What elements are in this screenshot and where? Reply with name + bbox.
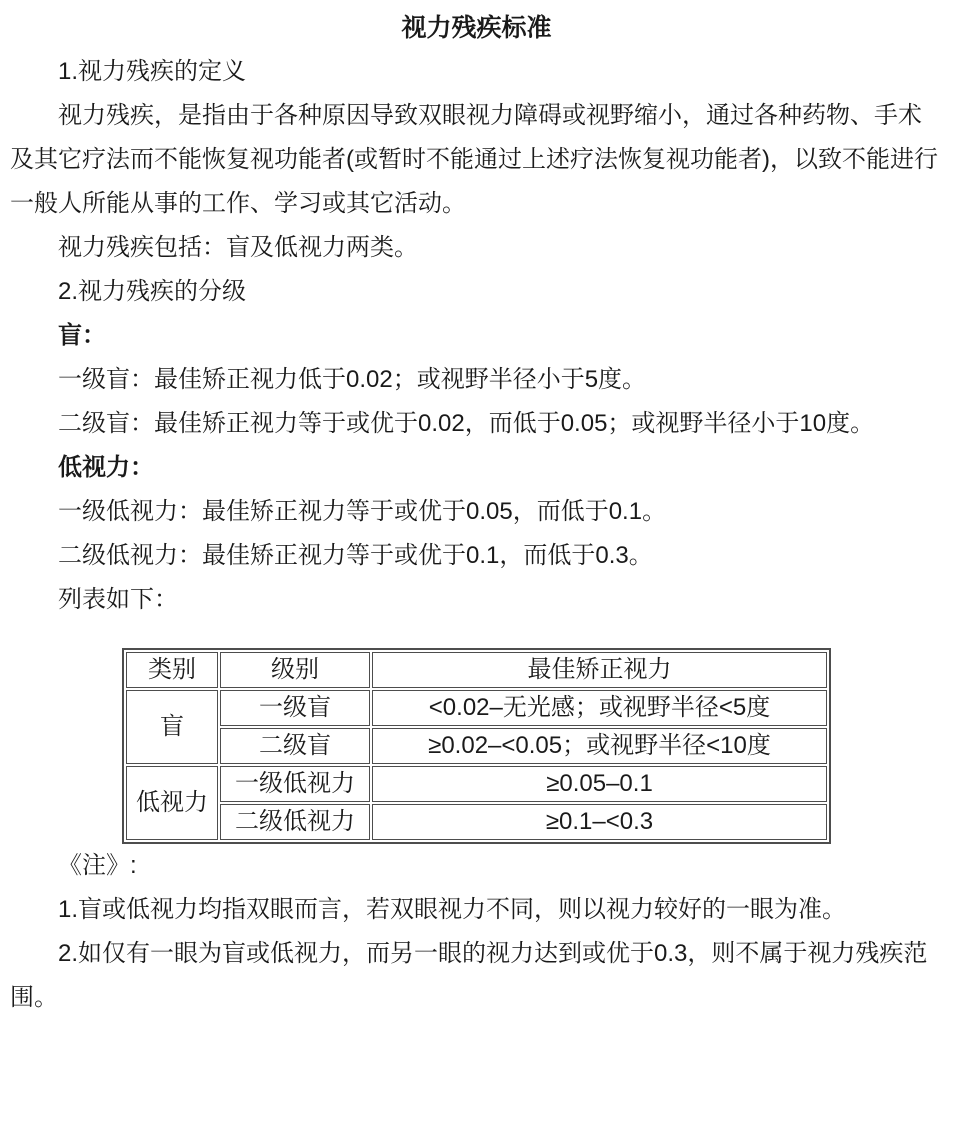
- blind-grade-1-line: 一级盲：最佳矫正视力低于0.02；或视野半径小于5度。: [58, 366, 647, 393]
- low-vision-label: 低视力：: [58, 454, 154, 481]
- cell-acuity: <0.02–无光感；或视野半径<5度: [372, 690, 827, 726]
- low-vision-grade-1-line: 一级低视力：最佳矫正视力等于或优于0.05，而低于0.1。: [58, 498, 667, 525]
- blind-grade-2-line: 二级盲：最佳矫正视力等于或优于0.02，而低于0.05；或视野半径小于10度。: [58, 410, 875, 437]
- cell-level: 二级低视力: [220, 804, 370, 840]
- page-title: 视力残疾标准: [401, 14, 552, 42]
- low-vision-grade-2-line: 二级低视力：最佳矫正视力等于或优于0.1，而低于0.3。: [58, 542, 653, 569]
- table-row: [126, 804, 827, 840]
- table-intro: 列表如下：: [58, 586, 178, 613]
- table-row: [126, 728, 827, 764]
- table-row: [126, 690, 827, 726]
- header-category: 类别: [126, 652, 218, 688]
- cell-acuity: ≥0.1–<0.3: [372, 804, 827, 840]
- categories-paragraph: 视力残疾包括：盲及低视力两类。: [58, 234, 418, 261]
- blind-label: 盲：: [58, 322, 106, 349]
- cell-acuity: ≥0.02–<0.05；或视野半径<10度: [372, 728, 827, 764]
- note-1: 1.盲或低视力均指双眼而言，若双眼视力不同，则以视力较好的一眼为准。: [58, 896, 847, 923]
- cell-acuity: ≥0.05–0.1: [372, 766, 827, 802]
- cell-category-blind: 盲: [126, 690, 218, 764]
- header-level: 级别: [220, 652, 370, 688]
- notes-heading: 《注》:: [58, 852, 137, 879]
- definition-paragraph: 视力残疾，是指由于各种原因导致双眼视力障碍或视野缩小，通过各种药物、手术及其它疗法而不能恢复视功能者(或暂时不能通过上述疗法恢复视功能者)，以致不能进行一般人所能从事的工作、学习或其它活动。: [10, 102, 938, 217]
- section2-heading: 2.视力残疾的分级: [58, 278, 247, 305]
- cell-level: 一级低视力: [220, 766, 370, 802]
- section1-heading: 1.视力残疾的定义: [58, 58, 247, 85]
- table-row: [126, 766, 827, 802]
- cell-category-low-vision: 低视力: [126, 766, 218, 840]
- cell-level: 二级盲: [220, 728, 370, 764]
- note-2: 2.如仅有一眼为盲或低视力，而另一眼的视力达到或优于0.3，则不属于视力残疾范围。: [10, 940, 928, 1011]
- classification-table: [122, 648, 831, 844]
- header-acuity: 最佳矫正视力: [372, 652, 827, 688]
- table-header-row: [126, 652, 827, 688]
- cell-level: 一级盲: [220, 690, 370, 726]
